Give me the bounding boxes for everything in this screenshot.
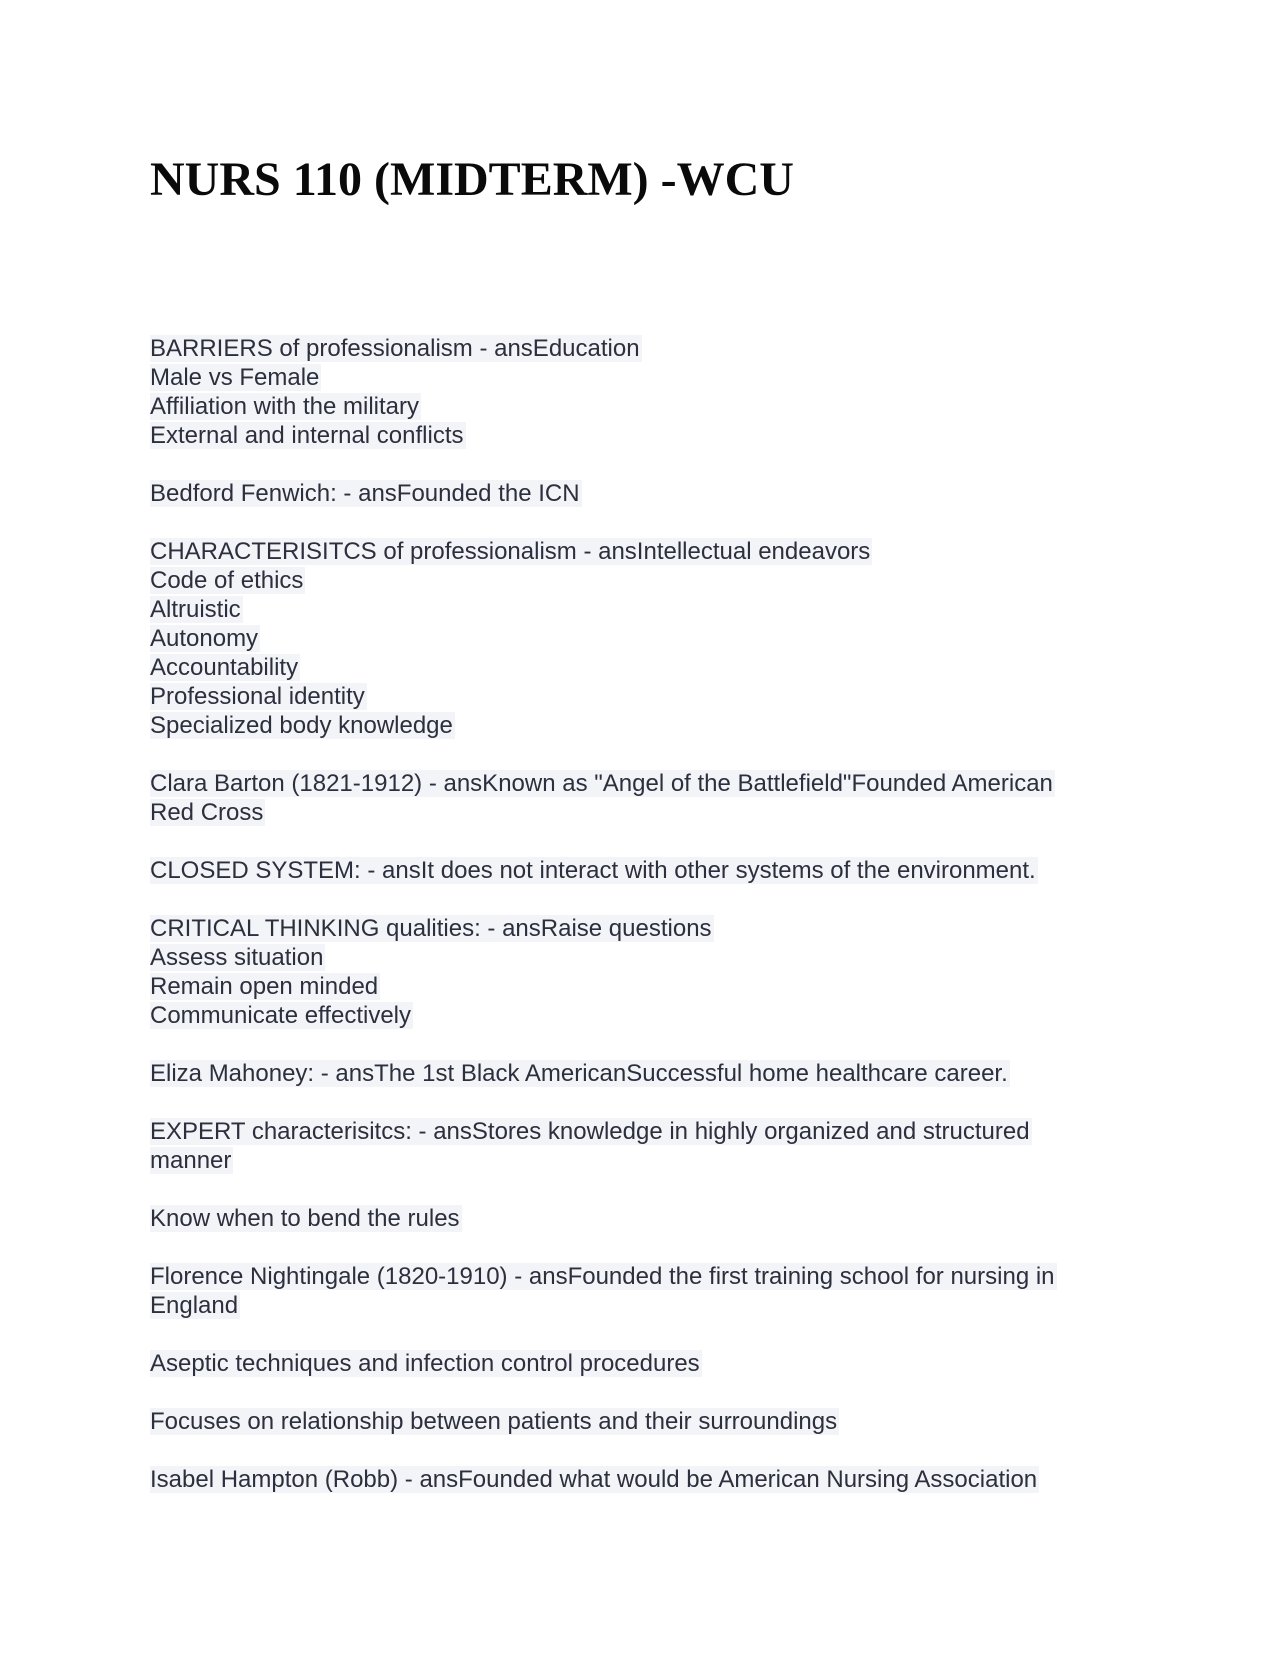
text-line	[150, 856, 1100, 885]
text-line	[150, 566, 1100, 595]
text-line-content: Professional identity	[150, 683, 365, 710]
text-line	[150, 682, 1100, 711]
text-line	[150, 1465, 1100, 1494]
qa-block	[150, 334, 1100, 450]
text-line-content: CHARACTERISITCS of professionalism - ansIntellectual endeavors	[150, 538, 871, 565]
text-line-content: Aseptic techniques and infection control procedures	[150, 1350, 700, 1377]
text-line-content: Bedford Fenwich: - ansFounded the ICN	[150, 480, 580, 507]
text-line-content: Eliza Mahoney: - ansThe 1st Black AmericanSuccessful home healthcare career.	[150, 1060, 1008, 1087]
document-title: NURS 110 (MIDTERM) -WCU	[150, 153, 794, 206]
text-line	[150, 363, 1100, 392]
qa-block	[150, 1407, 1100, 1436]
qa-block	[150, 1117, 1100, 1175]
qa-block	[150, 1349, 1100, 1378]
qa-block	[150, 914, 1100, 1030]
text-line	[150, 653, 1100, 682]
text-line-content: Remain open minded	[150, 973, 379, 1000]
text-line-content: manner	[150, 1147, 232, 1174]
text-line-content: Specialized body knowledge	[150, 712, 453, 739]
text-line	[150, 1001, 1100, 1030]
qa-block	[150, 856, 1100, 885]
text-line-content: Affiliation with the military	[150, 393, 419, 420]
text-line-content: Assess situation	[150, 944, 324, 971]
text-line-content: Altruistic	[150, 596, 241, 623]
text-line	[150, 1204, 1100, 1233]
text-line-content: EXPERT characterisitcs: - ansStores knowledge in highly organized and structured	[150, 1118, 1030, 1145]
qa-block	[150, 537, 1100, 740]
text-line-content: Code of ethics	[150, 567, 304, 594]
text-line-content: External and internal conflicts	[150, 422, 464, 449]
text-line-content: Isabel Hampton (Robb) - ansFounded what would be American Nursing Association	[150, 1466, 1038, 1493]
text-line-content: Communicate effectively	[150, 1002, 411, 1029]
text-line	[150, 1291, 1100, 1320]
qa-block	[150, 1465, 1100, 1494]
qa-block	[150, 769, 1100, 827]
text-line-content: Accountability	[150, 654, 299, 681]
text-line	[150, 421, 1100, 450]
text-line	[150, 972, 1100, 1001]
text-line	[150, 1407, 1100, 1436]
text-line-content: Know when to bend the rules	[150, 1205, 460, 1232]
qa-block	[150, 1262, 1100, 1320]
text-line	[150, 798, 1100, 827]
text-line	[150, 943, 1100, 972]
text-line-content: Red Cross	[150, 799, 264, 826]
text-line	[150, 537, 1100, 566]
text-line	[150, 1059, 1100, 1088]
text-line-content: Clara Barton (1821-1912) - ansKnown as "Angel of the Battlefield"Founded American	[150, 770, 1053, 797]
qa-block	[150, 1059, 1100, 1088]
text-line	[150, 1117, 1100, 1146]
text-line	[150, 769, 1100, 798]
text-line	[150, 1349, 1100, 1378]
text-line	[150, 595, 1100, 624]
text-line	[150, 711, 1100, 740]
text-line-content: Florence Nightingale (1820-1910) - ansFounded the first training school for nursing in	[150, 1263, 1055, 1290]
text-line	[150, 624, 1100, 653]
text-line	[150, 1262, 1100, 1291]
text-line	[150, 479, 1100, 508]
text-line-content: Male vs Female	[150, 364, 320, 391]
document-body	[150, 334, 1100, 1523]
text-line	[150, 334, 1100, 363]
text-line-content: Focuses on relationship between patients and their surroundings	[150, 1408, 838, 1435]
text-line	[150, 392, 1100, 421]
text-line-content: England	[150, 1292, 239, 1319]
text-line-content: CRITICAL THINKING qualities: - ansRaise questions	[150, 915, 712, 942]
text-line-content: BARRIERS of professionalism - ansEducation	[150, 335, 640, 362]
text-line-content: CLOSED SYSTEM: - ansIt does not interact with other systems of the environment.	[150, 857, 1036, 884]
text-line	[150, 914, 1100, 943]
qa-block	[150, 479, 1100, 508]
qa-block	[150, 1204, 1100, 1233]
text-line	[150, 1146, 1100, 1175]
text-line-content: Autonomy	[150, 625, 259, 652]
